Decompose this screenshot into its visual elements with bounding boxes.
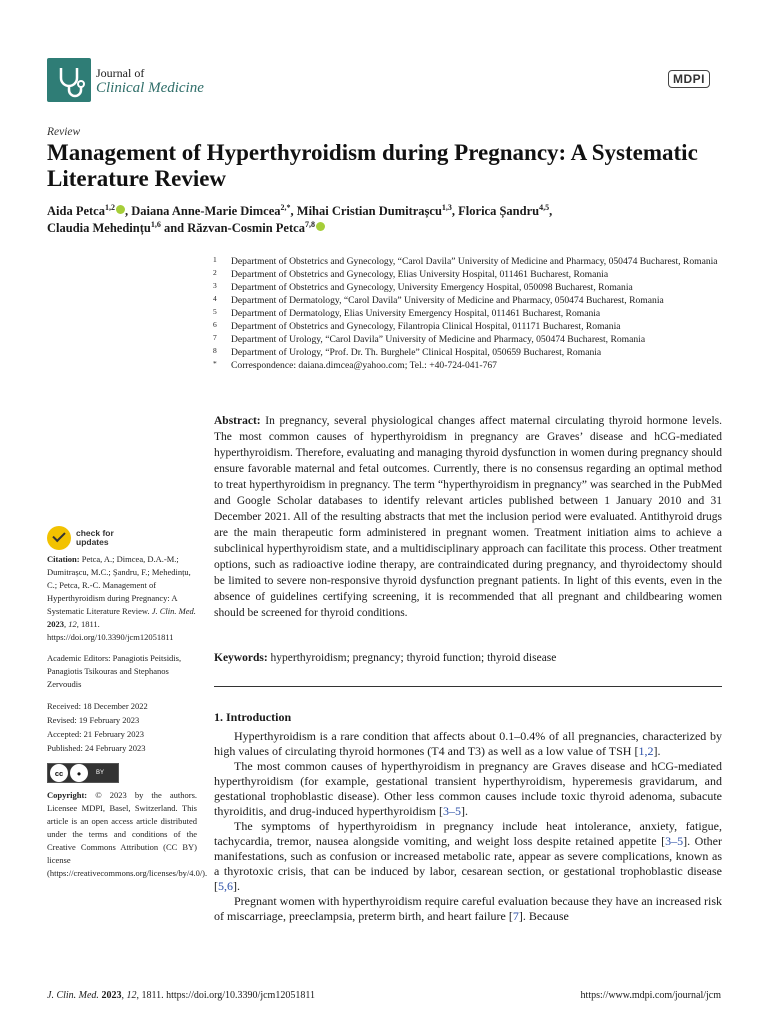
attribution-icon: ● — [70, 764, 88, 782]
journal-of-label: Journal of — [96, 66, 145, 80]
received-date: Received: 18 December 2022 — [47, 701, 148, 711]
orcid-icon[interactable] — [316, 222, 325, 231]
section-heading: 1. Introduction — [214, 710, 292, 724]
keywords-text: hyperthyroidism; pregnancy; thyroid function; thyroid disease — [270, 652, 557, 664]
footer-journal: J. Clin. Med. — [47, 990, 99, 1001]
published-date: Published: 24 February 2023 — [47, 743, 146, 753]
keywords-label: Keywords: — [214, 652, 268, 664]
academic-editors: Academic Editors: Panagiotis Peitsidis, Panagiotis Tsikouras and Stephanos Zervoudis — [47, 653, 182, 689]
author-name[interactable]: Florica Șandru — [458, 204, 540, 218]
check-for-updates-button[interactable] — [47, 526, 114, 550]
affiliation-number: 6 — [213, 320, 217, 329]
author-affiliation-marker: 1,3 — [441, 202, 452, 212]
abstract-label: Abstract: — [214, 415, 261, 427]
author-affiliation-marker: 2,* — [280, 202, 291, 212]
affiliation-text: Department of Urology, “Prof. Dr. Th. Burghele” Clinical Hospital, 050659 Bucharest, Romania — [231, 347, 602, 358]
author-separator: , — [549, 204, 553, 218]
copyright-text: © 2023 by the authors. Licensee MDPI, Basel, Switzerland. This article is an open access article distributed under the terms and conditions of the Creative Commons Attribution (CC BY) license (https://creativecommons.org/licenses/by/4.0/). — [47, 790, 208, 878]
body-paragraph — [214, 819, 722, 894]
abstract — [214, 413, 722, 621]
affiliation-number: 7 — [213, 333, 217, 342]
paragraph-text: ]. — [653, 744, 661, 758]
abstract-text: In pregnancy, several physiological changes affect maternal circulating thyroid hormone levels. The most common causes of hyperthyroidism in pregnancy are Graves’ disease and hCG-mediated hyperthyroidism. Therefore, evaluating and managing thyroid dysfunction in women during pregnancy should ensure favorable maternal and fetal outcomes. Currently, there is no consensus regarding an optimal method to treat hyperthyroidism in pregnancy. The term “hyperthyroidism in pregnancy” was searched in the PubMed and Google Scholar databases to identify relevant articles published between 1 January 2010 and 31 December 2021. All of the resulting abstracts that met the inclusion period were evaluated. Antithyroid drugs are the main therapeutic form administered in pregnant women. Treatment initiation aims to achieve a subclinical hyperthyroidism state, and a multidisciplinary approach can facilitate this process. Other treatment options, such as radioactive iodine therapy, are contraindicated during pregnancy, and thyroidectomy should be limited to severe non-responsive thyroid dysfunction pregnant patients. In light of this events, even in the absence of guidelines certifying screening, it is recommended that all pregnant and childbearing women should be screened for thyroid conditions. — [214, 415, 722, 619]
article-title: Management of Hyperthyroidism during Pregnancy: A Systematic Literature Review — [47, 140, 698, 191]
author-separator: , — [124, 204, 132, 218]
reference-link[interactable]: 1,2 — [638, 744, 654, 758]
footer-citation: J. Clin. Med. 2023, 12, 1811. https://doi.org/10.3390/jcm12051811 — [47, 990, 315, 1001]
affiliation-number: 3 — [213, 281, 217, 290]
body-paragraph — [214, 729, 722, 759]
stethoscope-icon — [47, 58, 91, 102]
cc-by-license-badge[interactable] — [47, 763, 119, 783]
affiliation-number: 5 — [213, 307, 217, 316]
author-separator: , — [290, 204, 297, 218]
affiliation-text: Department of Urology, “Carol Davila” University of Medicine and Pharmacy, 050474 Bucharest, Romania — [231, 334, 646, 345]
paragraph-text: The symptoms of hyperthyroidism in pregnancy include heat intolerance, anxiety, fatigue, tachycardia, tremor, nausea alongside vomiting, and weight loss despite retained appetite [ — [214, 819, 722, 848]
author-affiliation-marker: 7,8 — [304, 219, 315, 229]
affiliation-text: Department of Obstetrics and Gynecology, Filantropia Clinical Hospital, 011171 Bucharest, Romania — [231, 321, 621, 332]
affiliation-item — [213, 281, 733, 294]
footer-doi[interactable]: , 1811. https://doi.org/10.3390/jcm12051811 — [136, 990, 315, 1001]
check-updates-icon — [47, 526, 71, 550]
revised-date: Revised: 19 February 2023 — [47, 715, 140, 725]
affiliation-item — [213, 346, 733, 359]
check-updates-line2: updates — [76, 537, 109, 547]
body-text — [214, 710, 722, 924]
author-name[interactable]: Mihai Cristian Dumitrașcu — [296, 204, 442, 218]
author-affiliation-marker: 1,6 — [150, 219, 161, 229]
footer-volume: 12 — [126, 990, 137, 1001]
sidebar — [47, 553, 208, 888]
author-name[interactable]: Răzvan-Cosmin Petca — [187, 221, 305, 235]
footer-year: 2023 — [101, 990, 122, 1001]
author-name[interactable]: Aida Petca — [47, 204, 105, 218]
paragraph-text: ]. Because — [518, 909, 569, 923]
journal-name — [96, 66, 204, 96]
author-affiliation-marker: 4,5 — [539, 202, 550, 212]
publisher-name: MDPI — [668, 70, 710, 88]
section-divider — [214, 686, 722, 687]
dates — [47, 699, 197, 755]
citation-journal: J. Clin. Med. — [151, 606, 196, 616]
affiliation-text: Department of Obstetrics and Gynecology, University Emergency Hospital, 050098 Bucharest, Romania — [231, 282, 633, 293]
affiliation-item — [213, 294, 733, 307]
citation-doi[interactable]: , 1811. https://doi.org/10.3390/jcm12051811 — [47, 619, 174, 642]
accepted-date: Accepted: 21 February 2023 — [47, 729, 145, 739]
footer-journal-url[interactable]: https://www.mdpi.com/journal/jcm — [580, 990, 721, 1001]
citation: Citation: Petca, A.; Dimcea, D.A.-M.; Dumitrașcu, M.C.; Șandru, F.; Mehedințu, C.; Petca, R.-C. Management of Hyperthyroidism during Pregnancy: A Systematic Literature Review. J. Clin. Med. 2023, 12, 1811. https://doi.org/10.3390/jcm12051811 — [47, 554, 196, 642]
copyright-label: Copyright: — [47, 790, 88, 800]
affiliation-item — [213, 333, 733, 346]
author-name[interactable]: Claudia Mehedințu — [47, 221, 151, 235]
reference-link[interactable]: 7 — [512, 909, 519, 923]
by-label: BY — [96, 769, 105, 776]
paragraph-text: The most common causes of hyperthyroidism in pregnancy are Graves disease and hCG-mediated hyperthyroidism (for example, gestational transient hyperthyroidism, hyperemesis gravidarum, and gestational trophoblastic disease). Other less common causes include toxic thyroid adenoma, subacute thyroiditis, and drug-induced hyperthyroidism [ — [214, 759, 722, 818]
orcid-icon[interactable] — [116, 205, 125, 214]
reference-link[interactable]: 3–5 — [442, 804, 461, 818]
affiliations — [213, 255, 733, 372]
paragraph-text: Hyperthyroidism is a rare condition that affects about 0.1–0.4% of all pregnancies, characterized by high values of circulating thyroid hormones (T4 and T3) as well as a low value of TSH [ — [214, 729, 722, 758]
keywords — [214, 650, 722, 666]
affiliation-text: Department of Dermatology, “Carol Davila” University of Medicine and Pharmacy, 050474 Bucharest, Romania — [231, 295, 664, 306]
author-affiliation-marker: 1,2 — [104, 202, 115, 212]
affiliation-item — [213, 268, 733, 281]
reference-link[interactable]: 3–5 — [665, 834, 684, 848]
affiliation-item — [213, 307, 733, 320]
affiliation-number: 8 — [213, 346, 217, 355]
cc-icon: cc — [50, 764, 68, 782]
copyright — [47, 789, 208, 880]
affiliation-number: 2 — [213, 268, 217, 277]
paragraph-text: ]. — [233, 879, 240, 893]
paragraph-text: ]. — [460, 804, 468, 818]
paragraph-text: ]. Other manifestations, such as confusion or increased metabolic rate, appear as severe complications, known as a thyrotoxic crisis, that can be induced by labor, cesarean section, or gestational trophoblastic disease [ — [214, 834, 722, 893]
paragraph-text: Pregnant women with hyperthyroidism require careful evaluation because they have an increased risk of miscarriage, preeclampsia, preterm birth, and heart failure [ — [214, 894, 722, 923]
author-separator: and — [160, 221, 188, 235]
body-paragraph — [214, 894, 722, 924]
affiliation-text: Department of Dermatology, Elias University Emergency Hospital, 011461 Bucharest, Romania — [231, 308, 601, 319]
affiliation-item — [213, 320, 733, 333]
citation-year: 2023 — [47, 619, 64, 629]
citation-label: Citation: — [47, 554, 80, 564]
affiliation-item — [213, 255, 733, 268]
affiliation-text: Correspondence: daiana.dimcea@yahoo.com; Tel.: +40-724-041-767 — [231, 360, 497, 371]
author-list — [47, 203, 727, 237]
author-name[interactable]: Daiana Anne-Marie Dimcea — [131, 204, 281, 218]
journal-logo — [47, 58, 91, 102]
affiliation-number: 4 — [213, 294, 217, 303]
affiliation-text: Department of Obstetrics and Gynecology, “Carol Davila” University of Medicine and Pharmacy, 050474 Bucharest, Romania — [231, 256, 718, 267]
journal-title: Clinical Medicine — [96, 80, 204, 96]
citation-volume: 12 — [68, 619, 77, 629]
affiliation-text: Department of Obstetrics and Gynecology, Elias University Hospital, 011461 Bucharest, Romania — [231, 269, 609, 280]
check-updates-line1: check for — [76, 528, 114, 538]
publisher-logo[interactable] — [668, 70, 710, 88]
body-paragraphs — [214, 729, 722, 924]
affiliation-number: 1 — [213, 255, 217, 264]
citation-text: Petca, A.; Dimcea, D.A.-M.; Dumitrașcu, M.C.; Șandru, F.; Mehedințu, C.; Petca, R.-C. Management of Hyperthyroidism during Pregnancy: A Systematic Literature Review. — [47, 554, 191, 616]
author-separator: , — [451, 204, 459, 218]
article-type: Review — [47, 126, 81, 138]
affiliation-number: * — [213, 359, 217, 368]
affiliation-item — [213, 359, 733, 372]
reference-link[interactable]: 5,6 — [218, 879, 233, 893]
body-paragraph — [214, 759, 722, 819]
